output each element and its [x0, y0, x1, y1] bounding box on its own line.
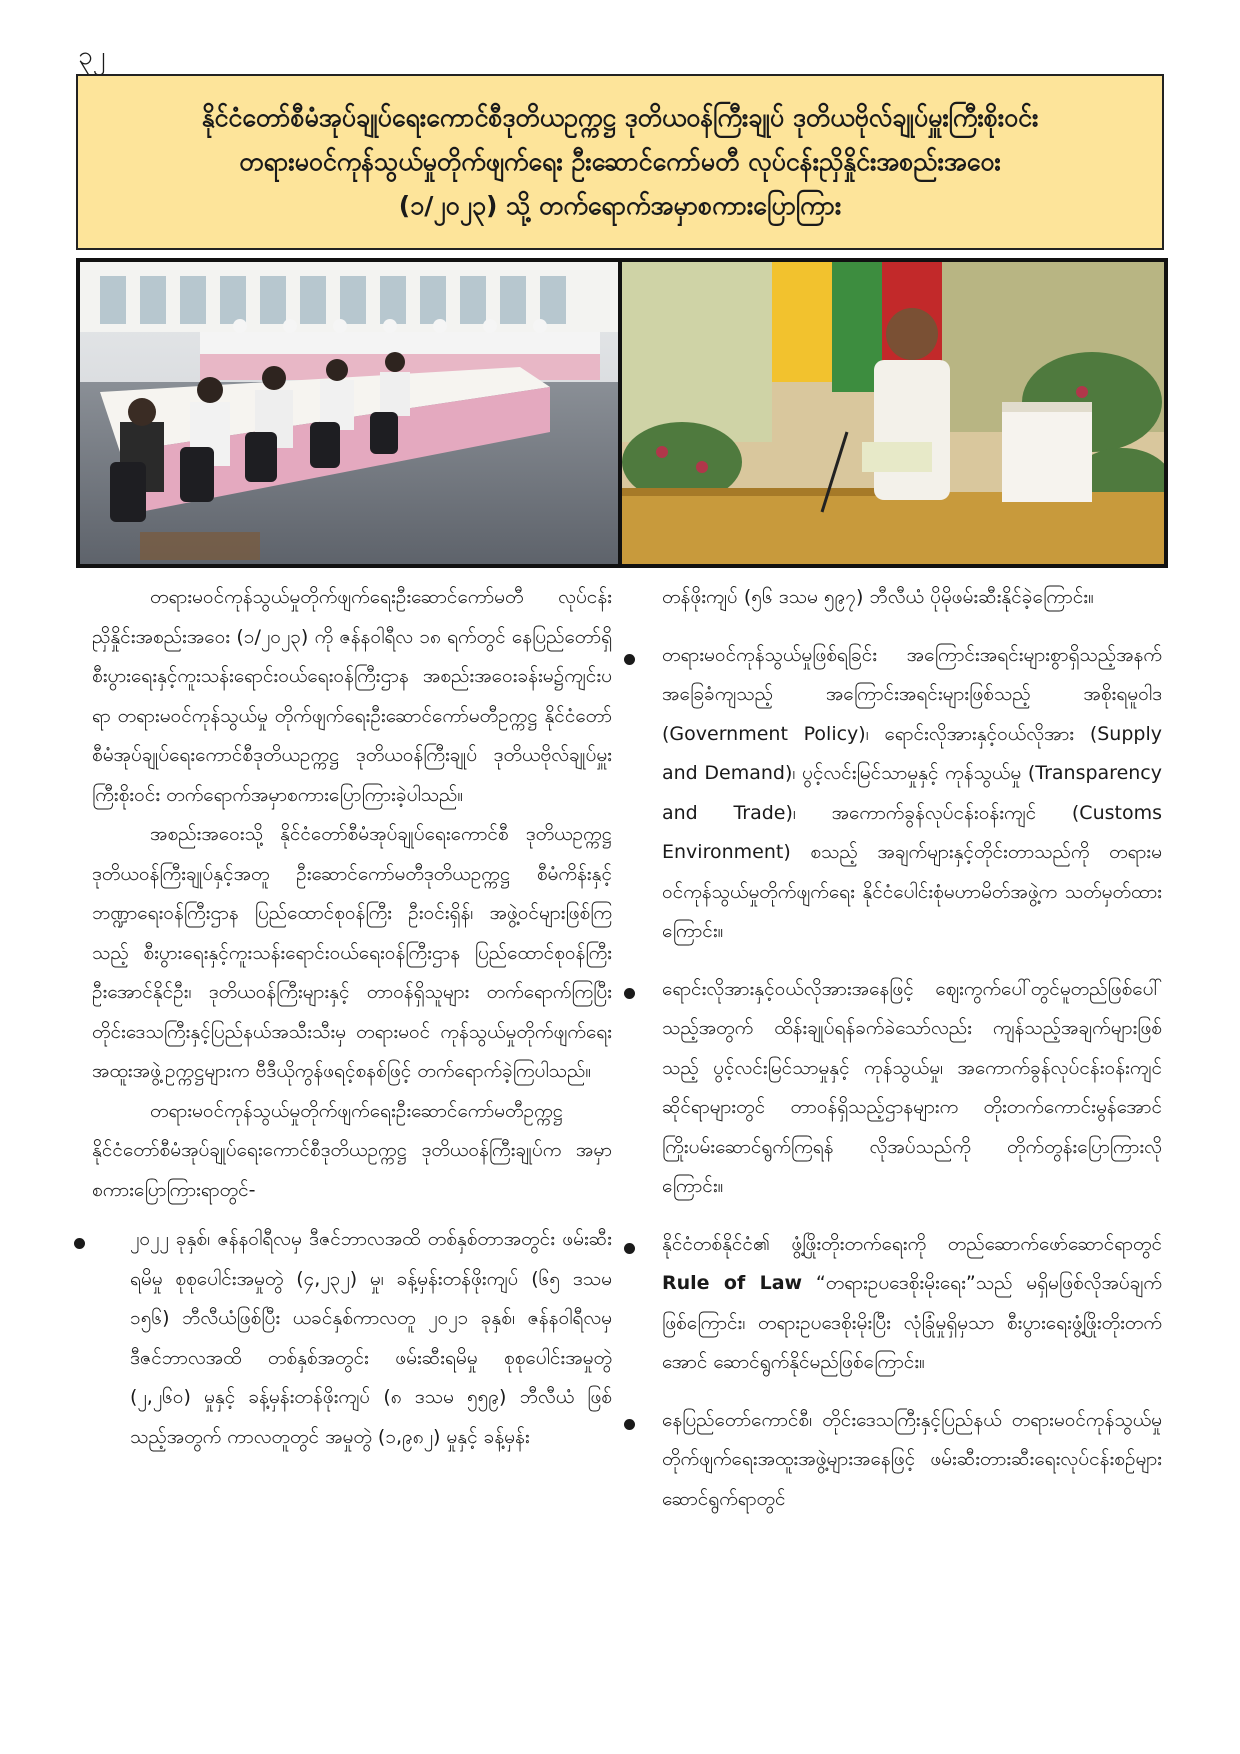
- bullet-text: နေပြည်တော်ကောင်စီ၊ တိုင်းဒေသကြီးနှင့်ပြည်နယ် တရားမဝင်ကုန်သွယ်မှု တိုက်ဖျက်ရေးအထူးအဖွဲ့များအနေဖြင့် ဖမ်းဆီးတားဆီးရေးလုပ်ငန်းစဉ်များ ဆောင်ရွက်ရာတွင်: [662, 1408, 1162, 1510]
- continued-text: တန်ဖိုးကျပ် (၅၆ ဒသမ ၅၉၇) ဘီလီယံ ပိုမိုဖမ်းဆီးနိုင်ခဲ့ကြောင်း။: [662, 586, 1094, 608]
- photo-strip: [76, 258, 1168, 568]
- bullet-icon: [624, 988, 635, 999]
- bullet-item: [642, 1401, 1162, 1520]
- speaker-illustration: [622, 262, 1164, 564]
- bullet-icon: [624, 1419, 635, 1430]
- bullet-item: [642, 970, 1162, 1207]
- rule-of-law-text-before: နိုင်ငံတစ်နိုင်ငံ၏ ဖွံ့ဖြိုးတိုးတက်ရေးကို တည်ဆောက်ဖော်ဆောင်ရာတွင်: [662, 1232, 1162, 1255]
- bullet-item: [642, 636, 1162, 952]
- bullet-text: ရောင်းလိုအားနှင့်ဝယ်လိုအားအနေဖြင့် ဈေးကွက်ပေါ်တွင်မူတည်ဖြစ်ပေါ်သည့်အတွက် ထိန်းချုပ်ရန်ခက်ခဲသော်လည်း ကျန်သည့်အချက်များဖြစ်သည့် ပွင့်လင်းမြင်သာမှုနှင့် ကုန်သွယ်မှု၊ အကောက်ခွန်လုပ်ငန်းဝန်းကျင်ဆိုင်ရာများတွင် တာဝန်ရှိသည့်ဌာနများက တိုးတက်ကောင်းမွန်အောင် ကြိုးပမ်းဆောင်ရွက်ကြရန် လိုအပ်သည်ကို တိုက်တွန်းပြောကြားလိုကြောင်း။: [662, 977, 1162, 1197]
- bullet-icon: [624, 654, 635, 665]
- rule-of-law-term: Rule of Law: [662, 1272, 803, 1294]
- bullet-item: [642, 1225, 1162, 1383]
- headline-box: [76, 74, 1164, 250]
- bullet-text: တရားမဝင်ကုန်သွယ်မှုဖြစ်ရခြင်း အကြောင်းအရင်းများစွာရှိသည့်အနက် အခြေခံကျသည့် အကြောင်းအရင်းများဖြစ်သည့် အစိုးရမူဝါဒ (Government Policy)၊ ရောင်းလိုအားနှင့်ဝယ်လိုအား (Supply and Demand)၊ ပွင့်လင်းမြင်သာမှုနှင့် ကုန်သွယ်မှု (Transparency and Trade)၊ အကောက်ခွန်လုပ်ငန်းဝန်းကျင် (Customs Environment) စသည့် အချက်များနှင့်တိုင်းတာသည်ကို တရားမဝင်ကုန်သွယ်မှုတိုက်ဖျက်ရေး နိုင်ငံပေါင်းစုံမဟာမိတ်အဖွဲ့က သတ်မှတ်ထားကြောင်း။: [662, 643, 1162, 942]
- bullet-icon: [624, 1243, 635, 1254]
- right-column: [642, 578, 1162, 1519]
- page-number: ၃၂: [78, 41, 106, 71]
- body-paragraph: တရားမဝင်ကုန်သွယ်မှုတိုက်ဖျက်ရေးဦးဆောင်ကော်မတီဥက္ကဋ္ဌ နိုင်ငံတော်စီမံအုပ်ချုပ်ရေးကောင်စီဒုတိယဥက္ကဋ္ဌ ဒုတိယဝန်ကြီးချုပ်က အမှာစကားပြောကြားရာတွင်-: [92, 1099, 612, 1201]
- bullet-icon: [74, 1238, 85, 1249]
- headline-line-2: တရားမဝင်ကုန်သွယ်မှုတိုက်ဖျက်ရေး ဦးဆောင်ကော်မတီ လုပ်ငန်းညှိနှိုင်းအစည်းအဝေး: [239, 146, 1001, 176]
- body-paragraph: အစည်းအဝေးသို့ နိုင်ငံတော်စီမံအုပ်ချုပ်ရေးကောင်စီ ဒုတိယဥက္ကဋ္ဌ ဒုတိယဝန်ကြီးချုပ်နှင့်အတူ ဦးဆောင်ကော်မတီဒုတိယဥက္ကဋ္ဌ စီမံကိန်းနှင့်ဘဏ္ဍာရေးဝန်ကြီးဌာန ပြည်ထောင်စုဝန်ကြီး ဦးဝင်းရှိန်၊ အဖွဲ့ဝင်များဖြစ်ကြသည့် စီးပွားရေးနှင့်ကူးသန်းရောင်းဝယ်ရေးဝန်ကြီးဌာန ပြည်ထောင်စုဝန်ကြီး ဦးအောင်နိုင်ဦး၊ ဒုတိယဝန်ကြီးများနှင့် တာဝန်ရှိသူများ တက်ရောက်ကြပြီး တိုင်းဒေသကြီးနှင့်ပြည်နယ်အသီးသီးမှ တရားမဝင် ကုန်သွယ်မှုတိုက်ဖျက်ရေးအထူးအဖွဲ့ဥက္ကဋ္ဌများက ဗီဒီယိုကွန်ဖရင့်စနစ်ဖြင့် တက်ရောက်ခဲ့ကြပါသည်။: [92, 823, 612, 1082]
- bullet-text: ၂၀၂၂ ခုနှစ်၊ ဇန်နဝါရီလမှ ဒီဇင်ဘာလအထိ တစ်နှစ်တာအတွင်း ဖမ်းဆီးရမိမှု စုစုပေါင်းအမှုတွဲ (၄,၂၃၂) မှု၊ ခန့်မှန်းတန်ဖိုးကျပ် (၆၅ ဒသမ ၁၅၆) ဘီလီယံဖြစ်ပြီး ယခင်နှစ်ကာလတူ ၂၀၂၁ ခုနှစ်၊ ဇန်နဝါရီလမှ ဒီဇင်ဘာလအထိ တစ်နှစ်အတွင်း ဖမ်းဆီးရမိမှု စုစုပေါင်းအမှုတွဲ (၂,၂၆၀) မှုနှင့် ခန့်မှန်းတန်ဖိုးကျပ် (၈ ဒသမ ၅၅၉) ဘီလီယံ ဖြစ်သည့်အတွက် ကာလတူတွင် အမှုတွဲ (၁,၉၈၂) မှုနှင့် ခန့်မှန်း: [130, 1228, 612, 1448]
- bullet-item: [92, 1220, 612, 1457]
- bullet-text: [662, 1225, 1162, 1383]
- meeting-room-photo: [80, 262, 618, 564]
- speaker-photo: [622, 262, 1164, 564]
- body-paragraph: တရားမဝင်ကုန်သွယ်မှုတိုက်ဖျက်ရေးဦးဆောင်ကော်မတီ လုပ်ငန်းညှိနှိုင်းအစည်းအဝေး (၁/၂၀၂၃) ကို ဇန်နဝါရီလ ၁၈ ရက်တွင် နေပြည်တော်ရှိ စီးပွားရေးနှင့်ကူးသန်းရောင်းဝယ်ရေးဝန်ကြီးဌာန အစည်းအဝေးခန်းမ၌ကျင်းပရာ တရားမဝင်ကုန်သွယ်မှု တိုက်ဖျက်ရေးဦးဆောင်ကော်မတီဥက္ကဋ္ဌ နိုင်ငံတော်စီမံအုပ်ချုပ်ရေးကောင်စီဒုတိယဥက္ကဋ္ဌ ဒုတိယဝန်ကြီးချုပ် ဒုတိယဗိုလ်ချုပ်မှူးကြီးစိုးဝင်း တက်ရောက်အမှာစကားပြောကြားခဲ့ပါသည်။: [92, 586, 612, 806]
- headline-line-1: နိုင်ငံတော်စီမံအုပ်ချုပ်ရေးကောင်စီဒုတိယဥက္ကဋ္ဌ ဒုတိယဝန်ကြီးချုပ် ဒုတိယဗိုလ်ချုပ်မှူးကြီးစိုးဝင်း: [201, 102, 1039, 132]
- rule-of-law-text-after: “တရားဥပဒေစိုးမိုးရေး”သည် မရှိမဖြစ်လိုအပ်ချက်ဖြစ်ကြောင်း၊ တရားဥပဒေစိုးမိုးပြီး လုံခြုံမှုရှိမှသာ စီးပွားရေးဖွံ့ဖြိုးတိုးတက်အောင် ဆောင်ရွက်နိုင်မည်ဖြစ်ကြောင်း။: [662, 1272, 1162, 1373]
- meeting-room-illustration: [80, 262, 618, 564]
- headline-line-3: (၁/၂၀၂၃) သို့ တက်ရောက်အမှာစကားပြောကြား: [398, 191, 842, 221]
- left-column: [92, 578, 612, 1457]
